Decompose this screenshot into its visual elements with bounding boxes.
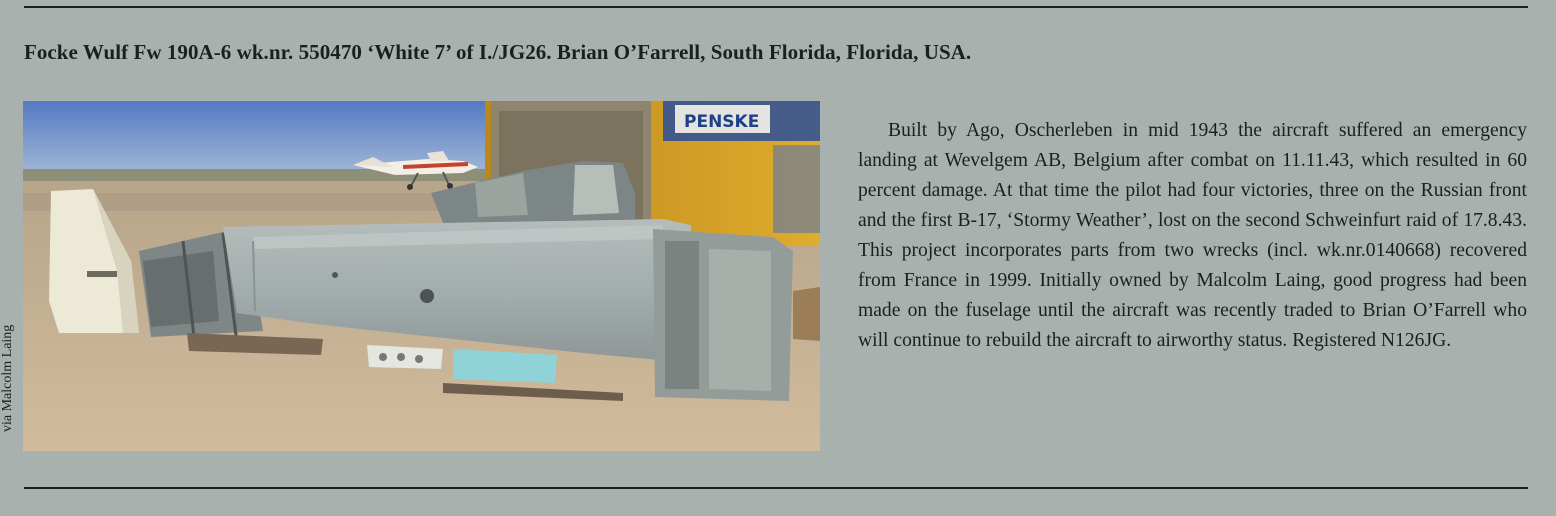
svg-text:PENSKE: PENSKE [684,112,760,132]
bottom-rule [24,487,1528,489]
photo-caption: Built by Ago, Oscherleben in mid 1943 the aircraft suffered an emergency landing at Wevelgem AB, Belgium after combat on 11.11.43, which resulted in 60 percent damage. At that time the pilot had four victories, three on the Russian front and the first B-17, ‘Stormy Weather’, lost on the second Schweinfurt raid of 17.8.43. This project incorporates parts from two wrecks (incl. wk.nr.0140668) recovered from France in 1999. Initially owned by Malcolm Laing, good progress had been made on the fuselage until the aircraft was recently traded to Brian O’Farrell who will continue to rebuild the aircraft to airworthy status. Registered N126JG. [858,120,1527,351]
photo-heading: Focke Wulf Fw 190A-6 wk.nr. 550470 ‘White 7’ of I./JG26. Brian O’Farrell, South Florida, Florida, USA. [24,40,972,64]
fuselage-photo [23,101,820,451]
top-rule [24,6,1528,8]
photo-credit: via Malcolm Laing [0,324,15,432]
firewall-frame [653,229,793,401]
